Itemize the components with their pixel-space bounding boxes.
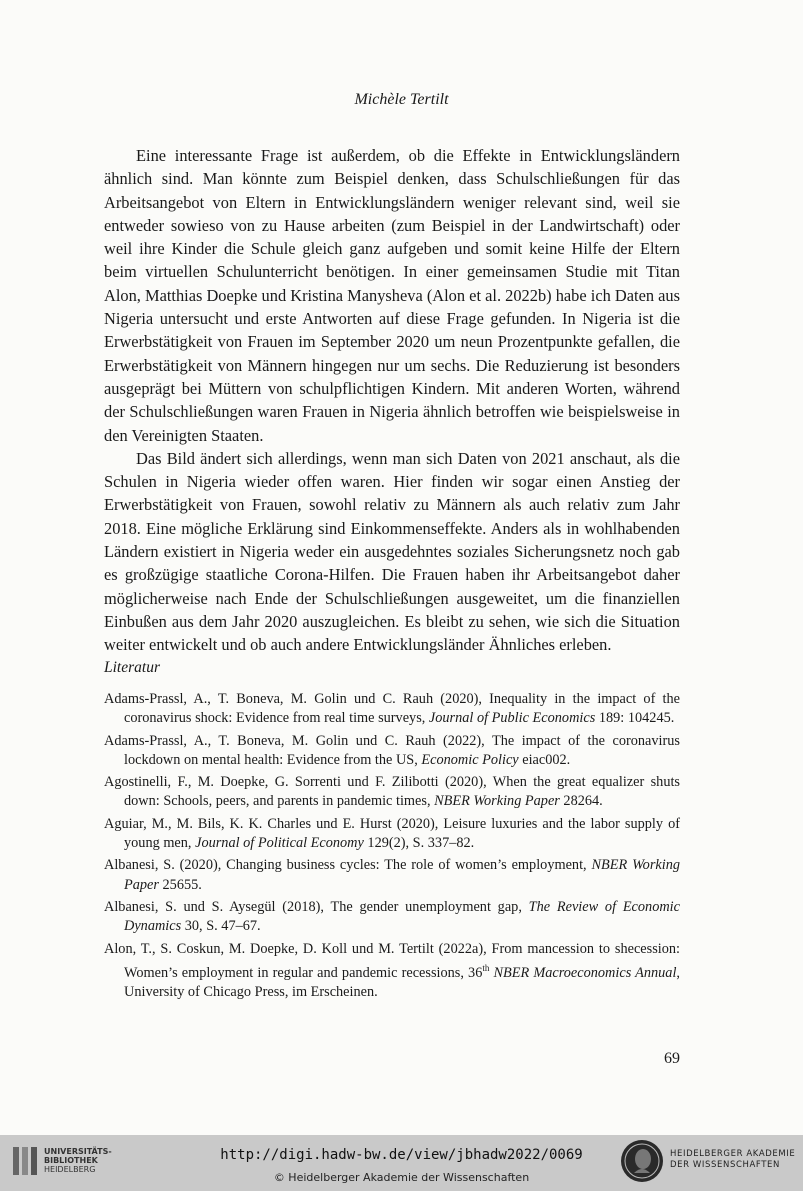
copyright-notice: © Heidelberger Akademie der Wissenschaften	[273, 1171, 530, 1184]
paragraph-2: Das Bild ändert sich allerdings, wenn man sich Daten von 2021 anschaut, als die Schulen in Nigeria wieder offen waren. Hier finden wir sogar einen Anstieg der Erwerbstätigkeit von Frauen, sowohl relativ zu Männern als auch relativ zum Jahr 2018. Eine mögliche Erklärung sind Einkommenseffekte. Anders als in wohlhabenden Ländern existiert in Nigeria weder ein ausgedehntes soziales Sicherungsnetz noch gab es großzügige staatliche Corona-Hilfen. Die Frauen haben ihr Arbeitsangebot daher möglicherweise nach Ende der Schulschließungen ausgeweitet, um die finanziellen Einbußen aus dem Jahr 2020 auszugleichen. Es bleibt zu sehen, wie sich die Situation weiter entwickelt und ob auch andere Entwicklungsländer Ähnliches erleben.	[104, 448, 680, 655]
reference-item: Alon, T., S. Coskun, M. Doepke, D. Koll und M. Tertilt (2022a), From mancession to shecession: Women’s employment in regular and pandemic recessions, 36th NBER Macroeconomics Annual, University of Chicago Press, im Erscheinen.	[104, 940, 680, 1000]
university-library-label: UNIVERSITÄTS- BIBLIOTHEK HEIDELBERG	[44, 1147, 112, 1174]
paragraph-1: Eine interessante Frage ist außerdem, ob die Effekte in Entwicklungsländern ähnlich sind. Man könnte zum Beispiel denken, dass Schulschließungen für das Arbeitsangebot von Eltern in Entwicklungsländern weniger relevant sind, weil sie entweder sowieso von zu Hause arbeiten (zum Beispiel in der Landwirtschaft) oder weil ihre Kinder die Schule gleich ganz aufgeben und somit keine Hilfe der Eltern beim virtuellen Schulunterricht benötigen. In einer gemeinsamen Studie mit Titan Alon, Matthias Doepke und Kristina Manysheva (Alon et al. 2022b) habe ich Daten aus Nigeria untersucht und erste Antworten auf diese Frage gefunden. In Nigeria ist die Erwerbstätigkeit von Frauen im September 2020 um neun Prozentpunkte gefallen, die Erwerbstätigkeit von Männern hingegen nur um sechs. Die Reduzierung ist besonders ausgeprägt bei Müttern von schulpflichtigen Kindern. Mit anderen Worten, während der Schulschließungen waren Frauen in Nigeria ähnlich betroffen wie beispielsweise in den Vereinigten Staaten.	[104, 146, 680, 445]
reference-item: Aguiar, M., M. Bils, K. K. Charles und E. Hurst (2020), Leisure luxuries and the labor supply of young men, Journal of Political Economy 129(2), S. 337–82.	[104, 815, 680, 852]
reference-item: Albanesi, S. und S. Aysegül (2018), The gender unemployment gap, The Review of Economic Dynamics 30, S. 47–67.	[104, 898, 680, 935]
academy-seal-icon	[620, 1139, 664, 1183]
page-number: 69	[664, 1050, 680, 1067]
reference-item: Agostinelli, F., M. Doepke, G. Sorrenti und F. Zilibotti (2020), When the great equalizer shuts down: Schools, peers, and parents in pandemic times, NBER Working Paper 28264.	[104, 774, 680, 810]
literature-heading: Literatur	[104, 659, 160, 676]
reference-item: Adams-Prassl, A., T. Boneva, M. Golin und C. Rauh (2022), The impact of the coronavirus lockdown on mental health: Evidence from the US, Economic Policy eiac002.	[104, 732, 680, 768]
body-text	[104, 144, 680, 657]
academy-label: HEIDELBERGER AKADEMIE DER WISSENSCHAFTEN	[670, 1149, 796, 1170]
reference-item: Adams-Prassl, A., T. Boneva, M. Golin und C. Rauh (2020), Inequality in the impact of the coronavirus shock: Evidence from real time surveys, Journal of Public Economics 189: 104245.	[104, 691, 680, 727]
running-head: Michèle Tertilt	[354, 91, 449, 108]
reference-list	[104, 690, 680, 1005]
viewer-footer	[0, 1135, 803, 1191]
reference-item: Albanesi, S. (2020), Changing business cycles: The role of women’s employment, NBER Working Paper 25655.	[104, 857, 680, 893]
permalink-url[interactable]: http://digi.hadw-bw.de/view/jbhadw2022/0069	[220, 1147, 583, 1163]
